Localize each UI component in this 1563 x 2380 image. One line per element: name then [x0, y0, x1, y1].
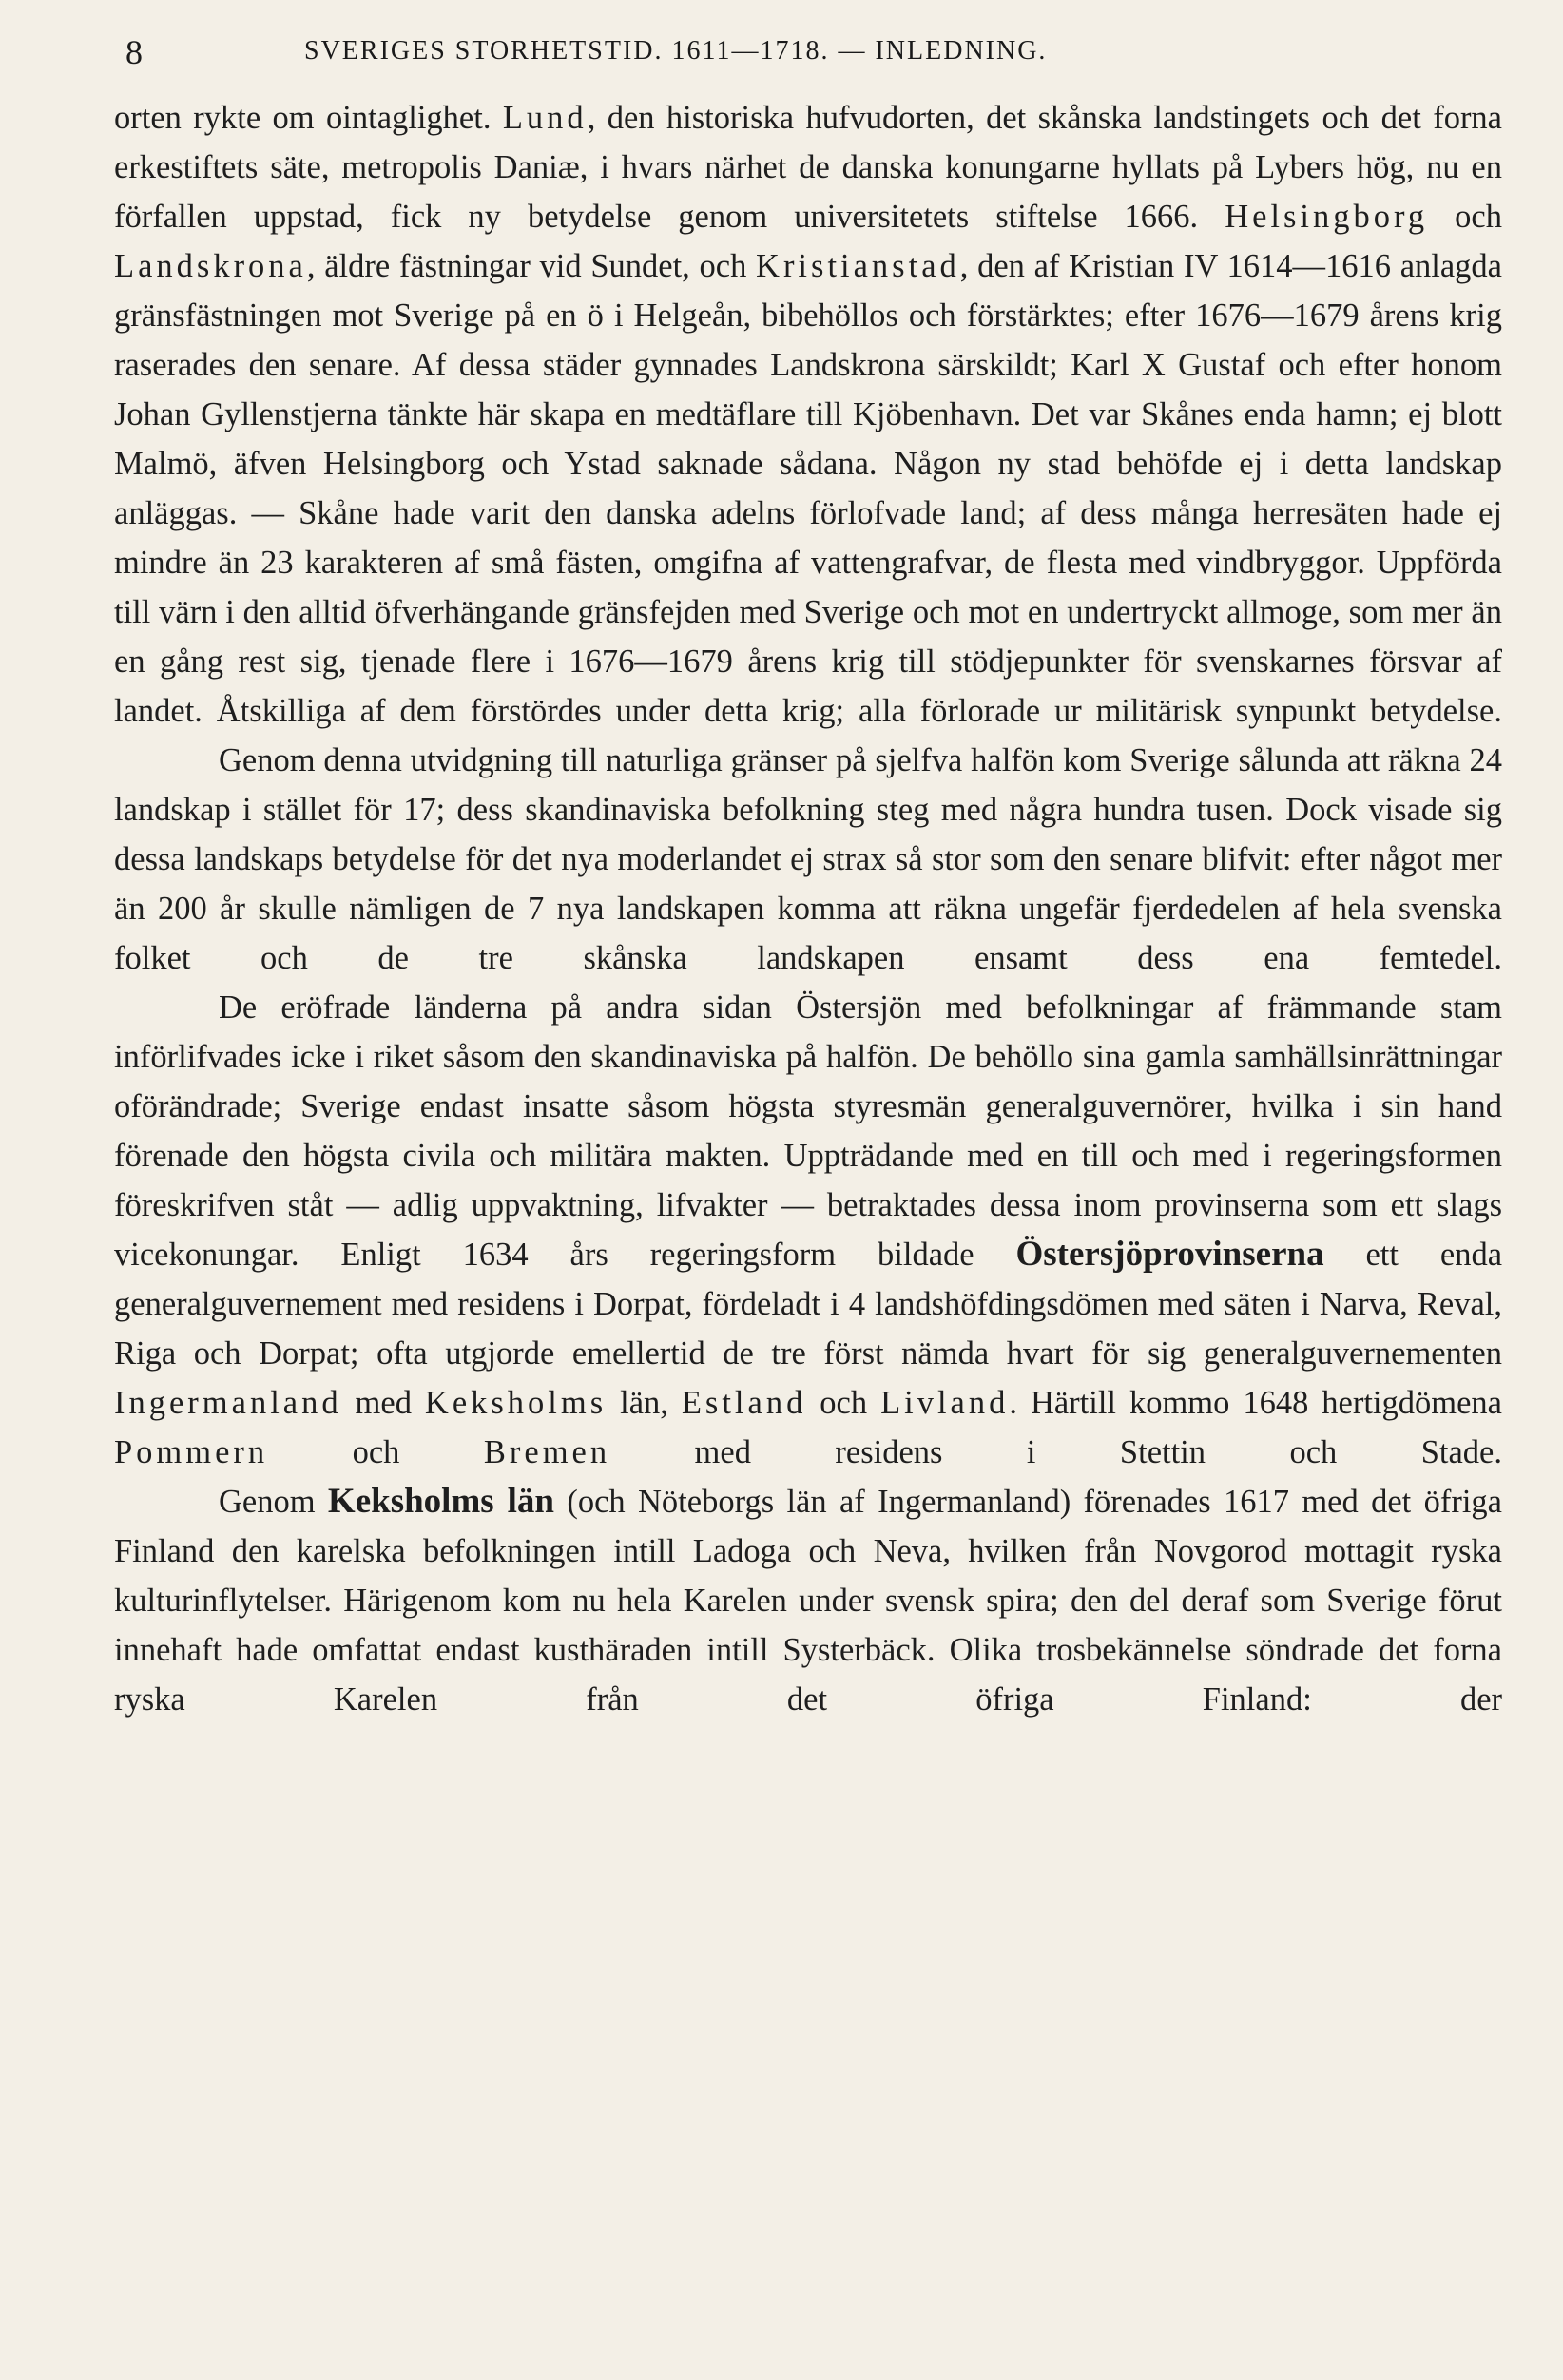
paragraph: [114, 983, 1502, 1477]
bold-term: Keksholms län: [327, 1482, 555, 1521]
text-segment: . Härtill kommo 1648 hertigdömena: [1009, 1385, 1502, 1421]
page-header: [114, 29, 1521, 76]
paragraph: [114, 736, 1502, 983]
running-title: SVERIGES STORHETSTID. 1611—1718. — INLEDNING.: [304, 36, 1048, 66]
text-segment: och: [806, 1385, 881, 1421]
paragraph: [114, 1477, 1502, 1724]
text-segment: , den historiska hufvudorten, det skånska landstingets och det forna erkestiftets säte, metropolis Daniæ, i hvars närhet de danska konungarne hyllats på Lybers hög, nu en förfallen uppstad, fick ny betydelse genom universitetets stiftelse 1666.: [114, 100, 1502, 235]
paragraph: [114, 93, 1502, 736]
text-segment: , den af Kristian IV 1614—1616 anlagda gränsfästningen mot Sverige på en ö i Helgeån, bibehöllos och förstärktes; efter 1676—1679 årens krig raserades den senare. Af dessa städer gynnades Landskrona särskildt; Karl X Gustaf och efter honom Johan Gyllenstjerna tänkte här skapa en medtäflare till Kjöbenhavn. Det var Skånes enda hamn; ej blott Malmö, äfven Helsingborg och Ystad saknade sådana. Någon ny stad behöfde ej i detta landskap anläggas. — Skåne hade varit den danska adelns förlofvade land; af dess många herresäten hade ej mindre än 23 karakteren af små fästen, omgifna af vattengrafvar, de flesta med vindbryggor. Uppförda till värn i den alltid öfverhängande gränsfejden med Sverige och mot en undertryckt allmoge, som mer än en gång rest sig, tjenade flere i 1676—1679 årens krig till stödjepunkter för svenskarnes försvar af landet. Åtskilliga af dem förstördes under detta krig; alla förlorade ur militärisk synpunkt betydelse.: [114, 248, 1502, 729]
text-segment: orten rykte om ointaglighet.: [114, 100, 503, 136]
page-number: 8: [125, 33, 143, 71]
text-segment: och: [268, 1434, 484, 1470]
spaced-term: Livland: [880, 1385, 1010, 1421]
spaced-term: Landskrona: [114, 248, 307, 284]
text-segment: Genom: [219, 1484, 328, 1520]
text-segment: , äldre fästningar vid Sundet, och: [306, 248, 757, 284]
body-text: [114, 93, 1502, 1724]
spaced-term: Pommern: [114, 1434, 269, 1470]
text-segment: Genom denna utvidgning till naturliga gränser på sjelfva halfön kom Sverige sålunda att räkna 24 landskap i stället för 17; dess skandinaviska befolkning steg med några hundra tusen. Dock visade sig dessa landskaps betydelse för det nya moderlandet ej strax så stor som den senare blifvit: efter något mer än 200 år skulle nämligen de 7 nya landskapen komma att räkna ungefär fjerdedelen af hela svenska folket och de tre skånska landskapen ensamt dess ena femtedel.: [114, 742, 1502, 976]
spaced-term: Estland: [681, 1385, 807, 1421]
text-segment: med residens i Stettin och Stade.: [610, 1434, 1502, 1470]
spaced-term: Bremen: [483, 1434, 611, 1470]
spaced-term: Ingermanland: [114, 1385, 342, 1421]
text-segment: och: [1428, 199, 1502, 235]
bold-term: Östersjöprovinserna: [1015, 1235, 1324, 1274]
text-segment: ett enda generalguvernement med residens i Dorpat, fördeladt i 4 landshöfdingsdömen med säten i Narva, Reval, Riga och Dorpat; ofta utgjorde emellertid de tre först nämda hvart för sig generalguvernementen: [114, 1237, 1503, 1372]
spaced-term: Keksholms: [424, 1385, 608, 1421]
spaced-term: Kristianstad: [756, 248, 960, 284]
text-segment: (och Nöteborgs län af Ingermanland) förenades 1617 med det öfriga Finland den karelska befolkningen intill Ladoga och Neva, hvilken från Novgorod mottagit ryska kulturinflytelser. Härigenom kom nu hela Karelen under svensk spira; den del deraf som Sverige förut innehaft hade omfattat endast kusthäraden intill Systerbäck. Olika trosbekännelse söndrade det forna ryska Karelen från det öfriga Finland: der: [114, 1484, 1502, 1718]
spaced-term: Lund: [502, 100, 588, 136]
text-segment: län,: [607, 1385, 682, 1421]
text-segment: med: [341, 1385, 425, 1421]
spaced-term: Helsingborg: [1225, 199, 1429, 235]
text-segment: De eröfrade länderna på andra sidan Östersjön med befolkningar af främmande stam införlifvades icke i riket såsom den skandinaviska på halfön. De behöllo sina gamla samhällsinrättningar oförändrade; Sverige endast insatte såsom högsta styresmän generalguvernörer, hvilka i sin hand förenade den högsta civila och militära makten. Uppträdande med en till och med i regeringsformen föreskrifven ståt — adlig uppvaktning, lifvakter — betraktades dessa inom provinserna som ett slags vicekonungar. Enligt 1634 års regeringsform bildade: [114, 989, 1502, 1273]
